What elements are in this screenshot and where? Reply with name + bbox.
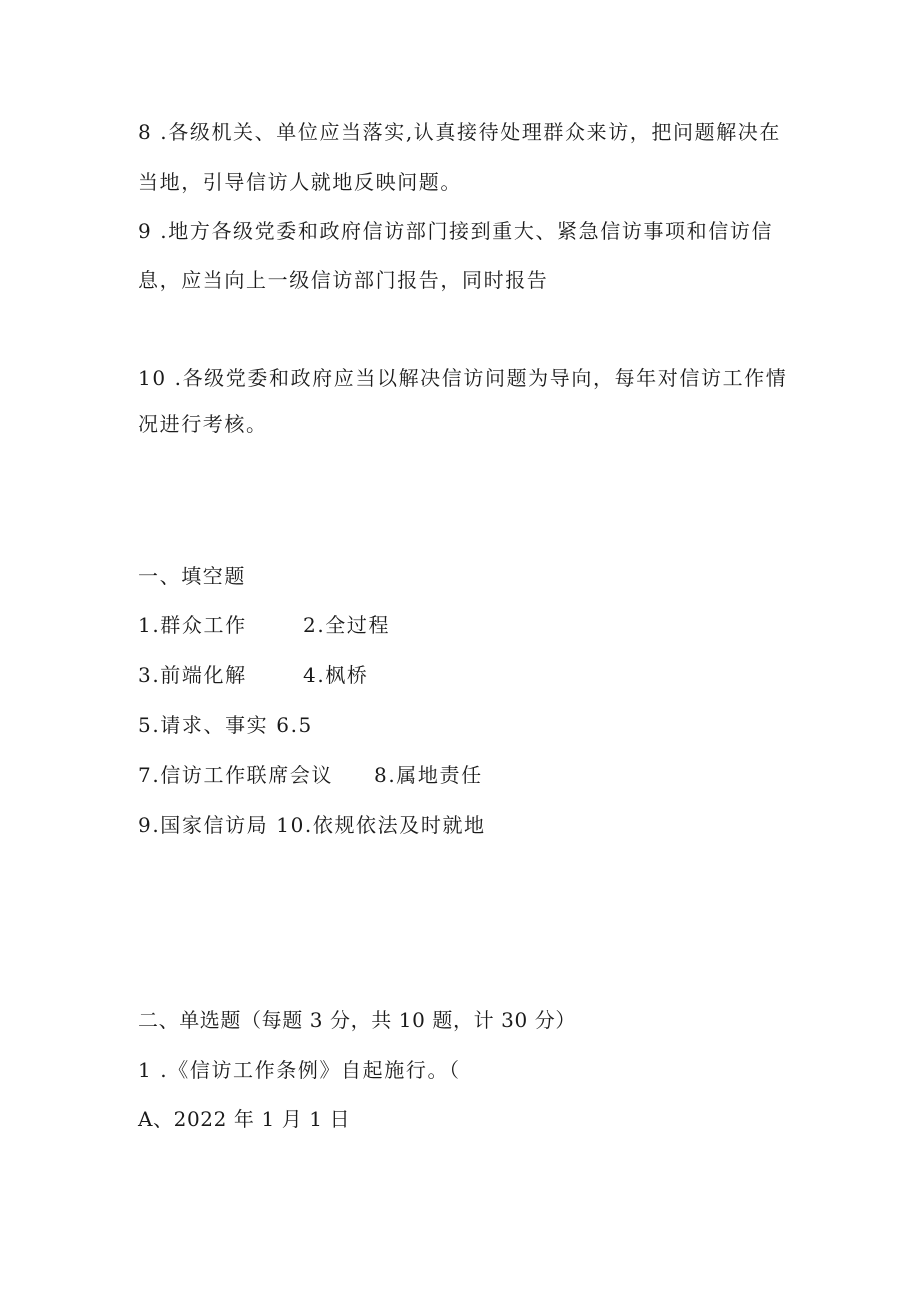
answer-8: 8.属地责任 (374, 763, 483, 787)
answer-4: 4.枫桥 (303, 663, 369, 687)
answer-1: 1.群众工作 (138, 613, 247, 637)
fill-blank-heading: 一、填空题 (138, 564, 246, 588)
question-1-option-a: A、2022 年 1 月 1 日 (138, 1107, 351, 1131)
answer-5-6: 5.请求、事实 6.5 (138, 713, 313, 737)
answer-row-5 (138, 812, 486, 890)
single-choice-heading: 二、单选题（每题 3 分，共 10 题，计 30 分） (138, 1008, 576, 1032)
statement-8-line-2: 当地，引导信访人就地反映问题。 (138, 170, 462, 194)
answer-3: 3.前端化解 (138, 663, 247, 687)
statement-9-line-2: 息，应当向上一级信访部门报告，同时报告 (138, 268, 549, 292)
statement-10-line-2: 况进行考核。 (138, 412, 268, 436)
question-1: 1 .《信访工作条例》自起施行。（ (138, 1058, 461, 1082)
answer-7: 7.信访工作联席会议 (138, 763, 334, 787)
statement-8-line-1: 8 .各级机关、单位应当落实,认真接待处理群众来访，把问题解决在 (138, 120, 781, 144)
answer-9-10: 9.国家信访局 10.依规依法及时就地 (138, 813, 486, 837)
answer-2: 2.全过程 (303, 613, 391, 637)
statement-9-line-1: 9 .地方各级党委和政府信访部门接到重大、紧急信访事项和信访信 (138, 219, 774, 243)
statement-10-line-1: 10 .各级党委和政府应当以解决信访问题为导向，每年对信访工作情 (138, 366, 788, 390)
